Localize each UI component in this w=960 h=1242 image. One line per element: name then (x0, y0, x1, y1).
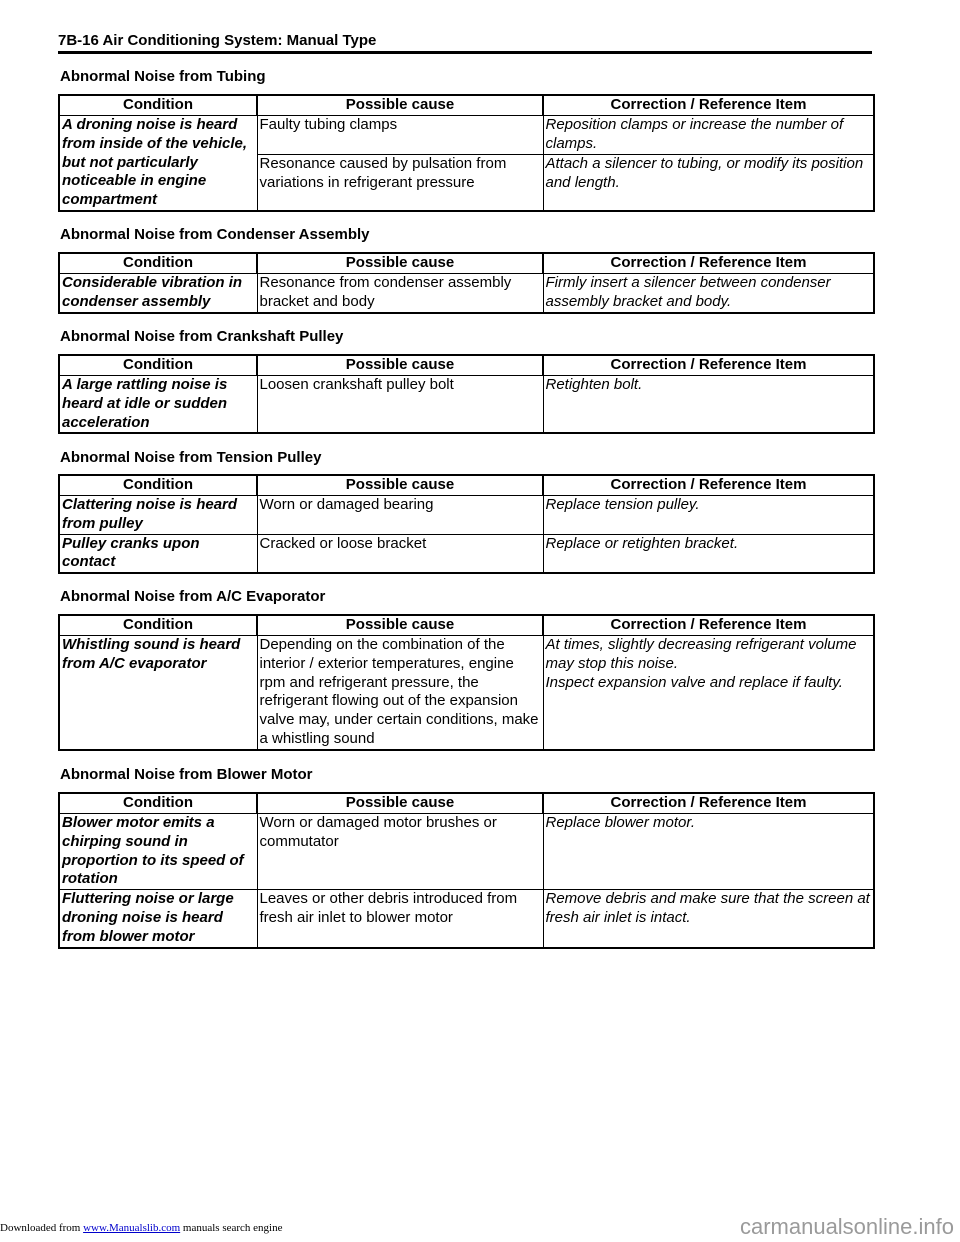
cause-cell: Worn or damaged bearing (257, 496, 543, 535)
cause-cell: Faulty tubing clamps (257, 116, 543, 155)
correction-cell: Replace or retighten bracket. (543, 534, 874, 573)
footer-prefix: Downloaded from (0, 1222, 84, 1234)
col-header-correction: Correction / Reference Item (543, 95, 874, 116)
col-header-cause: Possible cause (257, 253, 543, 274)
section-title-blower-motor: Abnormal Noise from Blower Motor (60, 766, 313, 783)
col-header-condition: Condition (59, 615, 257, 636)
page-header: 7B-16 Air Conditioning System: Manual Type (58, 32, 377, 49)
footer-suffix: manuals search engine (180, 1222, 283, 1234)
cause-cell: Leaves or other debris introduced from fresh air inlet to blower motor (257, 890, 543, 948)
watermark: carmanualsonline.info (739, 1214, 954, 1239)
correction-cell: Retighten bolt. (543, 376, 874, 434)
table-blower-motor (58, 792, 875, 949)
table-condenser (58, 252, 875, 314)
col-header-correction: Correction / Reference Item (543, 475, 874, 496)
condition-cell: A large rattling noise is heard at idle or sudden acceleration (59, 376, 257, 434)
section-title-condenser: Abnormal Noise from Condenser Assembly (60, 226, 370, 243)
condition-cell: A droning noise is heard from inside of the vehicle, but not particularly noticeable in engine compartment (59, 116, 257, 211)
condition-cell: Considerable vibration in condenser assembly (59, 274, 257, 313)
condition-cell: Whistling sound is heard from A/C evaporator (59, 636, 257, 750)
cause-cell: Cracked or loose bracket (257, 534, 543, 573)
correction-cell: Reposition clamps or increase the number of clamps. (543, 116, 874, 155)
col-header-cause: Possible cause (257, 95, 543, 116)
col-header-cause: Possible cause (257, 355, 543, 376)
cause-cell: Resonance caused by pulsation from variations in refrigerant pressure (257, 154, 543, 211)
col-header-cause: Possible cause (257, 615, 543, 636)
col-header-condition: Condition (59, 793, 257, 814)
col-header-condition: Condition (59, 95, 257, 116)
section-title-evaporator: Abnormal Noise from A/C Evaporator (60, 588, 326, 605)
table-crankshaft (58, 354, 875, 434)
correction-cell: Replace blower motor. (543, 814, 874, 890)
correction-line: At times, slightly decreasing refrigerant volume may stop this noise. (545, 636, 857, 672)
col-header-cause: Possible cause (257, 793, 543, 814)
cause-cell: Resonance from condenser assembly bracket and body (257, 274, 543, 313)
col-header-correction: Correction / Reference Item (543, 793, 874, 814)
col-header-cause: Possible cause (257, 475, 543, 496)
condition-cell: Pulley cranks upon contact (59, 534, 257, 573)
table-evaporator (58, 614, 875, 751)
col-header-condition: Condition (59, 355, 257, 376)
footer (0, 1222, 282, 1234)
table-tubing (58, 94, 875, 212)
correction-cell: Attach a silencer to tubing, or modify its position and length. (543, 154, 874, 211)
cause-cell: Depending on the combination of the interior / exterior temperatures, engine rpm and refrigerant pressure, the refrigerant flowing out of the expansion valve may, under certain conditions, make a whistling sound (257, 636, 543, 750)
cause-cell: Worn or damaged motor brushes or commutator (257, 814, 543, 890)
condition-cell: Clattering noise is heard from pulley (59, 496, 257, 535)
condition-cell: Blower motor emits a chirping sound in proportion to its speed of rotation (59, 814, 257, 890)
header-rule (58, 51, 872, 54)
correction-cell: Firmly insert a silencer between condenser assembly bracket and body. (543, 274, 874, 313)
col-header-correction: Correction / Reference Item (543, 355, 874, 376)
correction-line: Inspect expansion valve and replace if faulty. (545, 673, 843, 691)
col-header-correction: Correction / Reference Item (543, 615, 874, 636)
col-header-correction: Correction / Reference Item (543, 253, 874, 274)
manualslib-link[interactable]: www.Manualslib.com (83, 1222, 181, 1234)
col-header-condition: Condition (59, 475, 257, 496)
correction-cell: Remove debris and make sure that the screen at fresh air inlet is intact. (543, 890, 874, 948)
section-title-crankshaft: Abnormal Noise from Crankshaft Pulley (60, 328, 344, 345)
section-title-tubing: Abnormal Noise from Tubing (60, 68, 266, 85)
condition-cell: Fluttering noise or large droning noise is heard from blower motor (59, 890, 257, 948)
correction-cell (543, 636, 874, 750)
correction-cell: Replace tension pulley. (543, 496, 874, 535)
section-title-tension-pulley: Abnormal Noise from Tension Pulley (60, 449, 322, 466)
table-tension-pulley (58, 474, 875, 574)
col-header-condition: Condition (59, 253, 257, 274)
cause-cell: Loosen crankshaft pulley bolt (257, 376, 543, 434)
